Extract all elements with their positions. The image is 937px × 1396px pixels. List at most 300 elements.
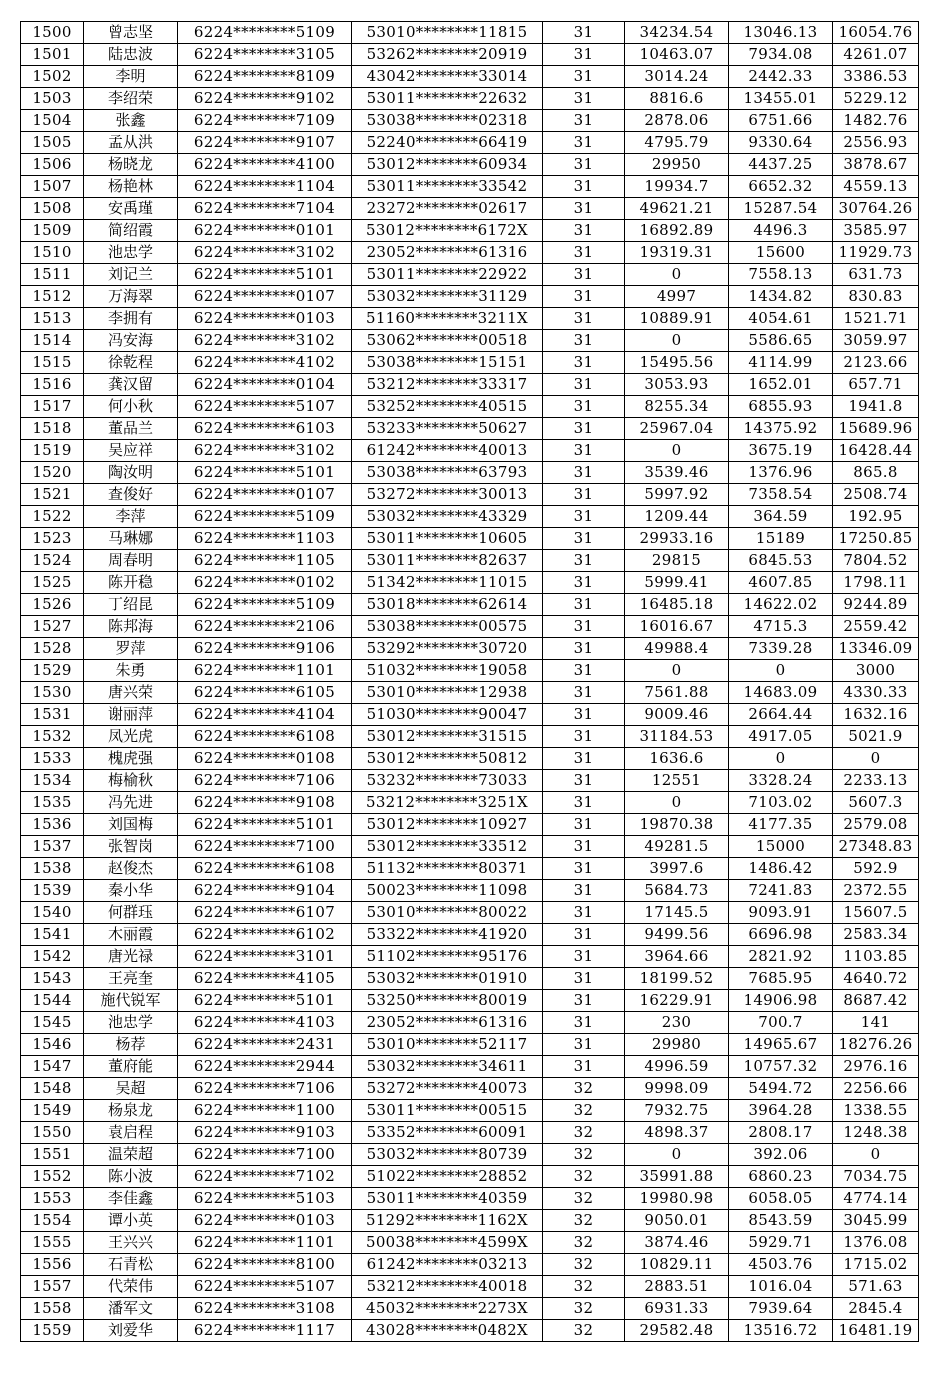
- amount-a-cell: 34234.54: [625, 22, 729, 44]
- id-number-cell: 53038********02318: [352, 110, 543, 132]
- id-number-cell: 53012********6172X: [352, 220, 543, 242]
- id-number-cell: 61242********40013: [352, 440, 543, 462]
- amount-a-cell: 31184.53: [625, 726, 729, 748]
- bank-card-cell: 6224********7100: [178, 1144, 352, 1166]
- amount-c-cell: 15689.96: [833, 418, 919, 440]
- amount-c-cell: 1798.11: [833, 572, 919, 594]
- bank-card-cell: 6224********2431: [178, 1034, 352, 1056]
- bank-card-cell: 6224********3101: [178, 946, 352, 968]
- id-number-cell: 53032********31129: [352, 286, 543, 308]
- bank-card-cell: 6224********3102: [178, 242, 352, 264]
- month-cell: 31: [543, 1056, 625, 1078]
- row-number-cell: 1546: [21, 1034, 84, 1056]
- table-row: [21, 396, 919, 418]
- name-cell: 杨晓龙: [84, 154, 178, 176]
- row-number-cell: 1533: [21, 748, 84, 770]
- table-row: [21, 176, 919, 198]
- amount-a-cell: 18199.52: [625, 968, 729, 990]
- name-cell: 王兴兴: [84, 1232, 178, 1254]
- row-number-cell: 1521: [21, 484, 84, 506]
- name-cell: 董品兰: [84, 418, 178, 440]
- table-row: [21, 528, 919, 550]
- bank-card-cell: 6224********7102: [178, 1166, 352, 1188]
- table-row: [21, 1012, 919, 1034]
- bank-card-cell: 6224********7106: [178, 770, 352, 792]
- amount-c-cell: 4330.33: [833, 682, 919, 704]
- amount-b-cell: 2664.44: [729, 704, 833, 726]
- id-number-cell: 23272********02617: [352, 198, 543, 220]
- amount-b-cell: 14965.67: [729, 1034, 833, 1056]
- amount-c-cell: 592.9: [833, 858, 919, 880]
- table-row: [21, 858, 919, 880]
- table-row: [21, 462, 919, 484]
- name-cell: 李明: [84, 66, 178, 88]
- amount-a-cell: 49988.4: [625, 638, 729, 660]
- name-cell: 吴应祥: [84, 440, 178, 462]
- bank-card-cell: 6224********1101: [178, 1232, 352, 1254]
- record-sheet: [20, 21, 919, 1342]
- amount-c-cell: 13346.09: [833, 638, 919, 660]
- amount-a-cell: 4898.37: [625, 1122, 729, 1144]
- bank-card-cell: 6224********7104: [178, 198, 352, 220]
- bank-card-cell: 6224********3102: [178, 330, 352, 352]
- id-number-cell: 51102********95176: [352, 946, 543, 968]
- amount-b-cell: 4503.76: [729, 1254, 833, 1276]
- amount-a-cell: 3539.46: [625, 462, 729, 484]
- amount-b-cell: 15189: [729, 528, 833, 550]
- bank-card-cell: 6224********7106: [178, 1078, 352, 1100]
- amount-a-cell: 17145.5: [625, 902, 729, 924]
- amount-c-cell: 1632.16: [833, 704, 919, 726]
- row-number-cell: 1542: [21, 946, 84, 968]
- bank-card-cell: 6224********7100: [178, 836, 352, 858]
- name-cell: 槐虎强: [84, 748, 178, 770]
- table-row: [21, 88, 919, 110]
- amount-c-cell: 1941.8: [833, 396, 919, 418]
- amount-b-cell: 364.59: [729, 506, 833, 528]
- amount-a-cell: 16485.18: [625, 594, 729, 616]
- bank-card-cell: 6224********8109: [178, 66, 352, 88]
- name-cell: 温荣超: [84, 1144, 178, 1166]
- amount-b-cell: 15000: [729, 836, 833, 858]
- id-number-cell: 51030********90047: [352, 704, 543, 726]
- amount-a-cell: 3997.6: [625, 858, 729, 880]
- name-cell: 张智岗: [84, 836, 178, 858]
- table-row: [21, 660, 919, 682]
- month-cell: 32: [543, 1254, 625, 1276]
- row-number-cell: 1548: [21, 1078, 84, 1100]
- row-number-cell: 1504: [21, 110, 84, 132]
- table-row: [21, 1034, 919, 1056]
- amount-c-cell: 2583.34: [833, 924, 919, 946]
- id-number-cell: 53012********50812: [352, 748, 543, 770]
- month-cell: 31: [543, 880, 625, 902]
- amount-c-cell: 4261.07: [833, 44, 919, 66]
- table-row: [21, 550, 919, 572]
- amount-c-cell: 2233.13: [833, 770, 919, 792]
- amount-c-cell: 9244.89: [833, 594, 919, 616]
- amount-c-cell: 3386.53: [833, 66, 919, 88]
- amount-a-cell: 16892.89: [625, 220, 729, 242]
- amount-b-cell: 7939.64: [729, 1298, 833, 1320]
- amount-c-cell: 2508.74: [833, 484, 919, 506]
- amount-b-cell: 7934.08: [729, 44, 833, 66]
- amount-c-cell: 8687.42: [833, 990, 919, 1012]
- amount-b-cell: 14683.09: [729, 682, 833, 704]
- name-cell: 查俊好: [84, 484, 178, 506]
- name-cell: 何小秋: [84, 396, 178, 418]
- month-cell: 31: [543, 352, 625, 374]
- bank-card-cell: 6224********0107: [178, 484, 352, 506]
- row-number-cell: 1552: [21, 1166, 84, 1188]
- id-number-cell: 53032********01910: [352, 968, 543, 990]
- row-number-cell: 1523: [21, 528, 84, 550]
- bank-card-cell: 6224********0103: [178, 308, 352, 330]
- row-number-cell: 1529: [21, 660, 84, 682]
- row-number-cell: 1502: [21, 66, 84, 88]
- month-cell: 31: [543, 704, 625, 726]
- bank-card-cell: 6224********6105: [178, 682, 352, 704]
- amount-a-cell: 4795.79: [625, 132, 729, 154]
- table-row: [21, 946, 919, 968]
- row-number-cell: 1559: [21, 1320, 84, 1342]
- amount-b-cell: 6751.66: [729, 110, 833, 132]
- amount-a-cell: 0: [625, 330, 729, 352]
- amount-c-cell: 2123.66: [833, 352, 919, 374]
- id-number-cell: 50023********11098: [352, 880, 543, 902]
- name-cell: 董府能: [84, 1056, 178, 1078]
- month-cell: 31: [543, 748, 625, 770]
- row-number-cell: 1534: [21, 770, 84, 792]
- id-number-cell: 53250********80019: [352, 990, 543, 1012]
- name-cell: 秦小华: [84, 880, 178, 902]
- row-number-cell: 1507: [21, 176, 84, 198]
- month-cell: 31: [543, 902, 625, 924]
- amount-b-cell: 9330.64: [729, 132, 833, 154]
- row-number-cell: 1558: [21, 1298, 84, 1320]
- amount-b-cell: 6696.98: [729, 924, 833, 946]
- month-cell: 31: [543, 396, 625, 418]
- name-cell: 徐乾程: [84, 352, 178, 374]
- table-row: [21, 1232, 919, 1254]
- id-number-cell: 53292********30720: [352, 638, 543, 660]
- row-number-cell: 1513: [21, 308, 84, 330]
- amount-b-cell: 9093.91: [729, 902, 833, 924]
- id-number-cell: 53062********00518: [352, 330, 543, 352]
- amount-b-cell: 6058.05: [729, 1188, 833, 1210]
- bank-card-cell: 6224********9108: [178, 792, 352, 814]
- table-row: [21, 814, 919, 836]
- amount-a-cell: 15495.56: [625, 352, 729, 374]
- row-number-cell: 1519: [21, 440, 84, 462]
- bank-card-cell: 6224********5109: [178, 506, 352, 528]
- name-cell: 李拥有: [84, 308, 178, 330]
- name-cell: 罗萍: [84, 638, 178, 660]
- month-cell: 31: [543, 22, 625, 44]
- row-number-cell: 1557: [21, 1276, 84, 1298]
- amount-c-cell: 2559.42: [833, 616, 919, 638]
- id-number-cell: 53322********41920: [352, 924, 543, 946]
- id-number-cell: 53212********40018: [352, 1276, 543, 1298]
- month-cell: 31: [543, 528, 625, 550]
- month-cell: 31: [543, 660, 625, 682]
- id-number-cell: 53012********60934: [352, 154, 543, 176]
- name-cell: 吴超: [84, 1078, 178, 1100]
- name-cell: 李绍荣: [84, 88, 178, 110]
- amount-b-cell: 4177.35: [729, 814, 833, 836]
- amount-a-cell: 19980.98: [625, 1188, 729, 1210]
- id-number-cell: 53011********82637: [352, 550, 543, 572]
- month-cell: 31: [543, 836, 625, 858]
- bank-card-cell: 6224********3105: [178, 44, 352, 66]
- id-number-cell: 53032********80739: [352, 1144, 543, 1166]
- amount-a-cell: 3874.46: [625, 1232, 729, 1254]
- amount-b-cell: 0: [729, 748, 833, 770]
- bank-card-cell: 6224********6108: [178, 858, 352, 880]
- amount-b-cell: 7358.54: [729, 484, 833, 506]
- table-row: [21, 198, 919, 220]
- row-number-cell: 1547: [21, 1056, 84, 1078]
- bank-card-cell: 6224********6103: [178, 418, 352, 440]
- bank-card-cell: 6224********4102: [178, 352, 352, 374]
- records-table: [20, 21, 919, 1342]
- month-cell: 31: [543, 286, 625, 308]
- name-cell: 简绍霞: [84, 220, 178, 242]
- amount-a-cell: 4997: [625, 286, 729, 308]
- name-cell: 龚汉留: [84, 374, 178, 396]
- row-number-cell: 1514: [21, 330, 84, 352]
- month-cell: 31: [543, 1012, 625, 1034]
- amount-b-cell: 14622.02: [729, 594, 833, 616]
- month-cell: 31: [543, 88, 625, 110]
- id-number-cell: 23052********61316: [352, 1012, 543, 1034]
- table-row: [21, 286, 919, 308]
- amount-a-cell: 16016.67: [625, 616, 729, 638]
- amount-c-cell: 1521.71: [833, 308, 919, 330]
- bank-card-cell: 6224********3108: [178, 1298, 352, 1320]
- bank-card-cell: 6224********0103: [178, 1210, 352, 1232]
- amount-c-cell: 0: [833, 748, 919, 770]
- amount-b-cell: 5586.65: [729, 330, 833, 352]
- month-cell: 32: [543, 1210, 625, 1232]
- month-cell: 31: [543, 462, 625, 484]
- month-cell: 31: [543, 110, 625, 132]
- table-row: [21, 154, 919, 176]
- table-row: [21, 1188, 919, 1210]
- month-cell: 31: [543, 638, 625, 660]
- amount-b-cell: 1486.42: [729, 858, 833, 880]
- name-cell: 朱勇: [84, 660, 178, 682]
- amount-c-cell: 1715.02: [833, 1254, 919, 1276]
- row-number-cell: 1535: [21, 792, 84, 814]
- month-cell: 31: [543, 308, 625, 330]
- bank-card-cell: 6224********9102: [178, 88, 352, 110]
- id-number-cell: 53032********34611: [352, 1056, 543, 1078]
- amount-a-cell: 0: [625, 1144, 729, 1166]
- amount-c-cell: 830.83: [833, 286, 919, 308]
- amount-c-cell: 1103.85: [833, 946, 919, 968]
- amount-c-cell: 192.95: [833, 506, 919, 528]
- month-cell: 31: [543, 572, 625, 594]
- id-number-cell: 53011********40359: [352, 1188, 543, 1210]
- row-number-cell: 1524: [21, 550, 84, 572]
- id-number-cell: 53010********12938: [352, 682, 543, 704]
- amount-b-cell: 14375.92: [729, 418, 833, 440]
- month-cell: 31: [543, 330, 625, 352]
- amount-a-cell: 4996.59: [625, 1056, 729, 1078]
- amount-b-cell: 1376.96: [729, 462, 833, 484]
- row-number-cell: 1522: [21, 506, 84, 528]
- table-row: [21, 616, 919, 638]
- amount-c-cell: 571.63: [833, 1276, 919, 1298]
- row-number-cell: 1528: [21, 638, 84, 660]
- row-number-cell: 1512: [21, 286, 84, 308]
- amount-a-cell: 1636.6: [625, 748, 729, 770]
- bank-card-cell: 6224********4105: [178, 968, 352, 990]
- id-number-cell: 53272********30013: [352, 484, 543, 506]
- month-cell: 32: [543, 1166, 625, 1188]
- bank-card-cell: 6224********1105: [178, 550, 352, 572]
- amount-c-cell: 3878.67: [833, 154, 919, 176]
- row-number-cell: 1545: [21, 1012, 84, 1034]
- table-row: [21, 1210, 919, 1232]
- amount-a-cell: 29950: [625, 154, 729, 176]
- amount-a-cell: 19870.38: [625, 814, 729, 836]
- bank-card-cell: 6224********0107: [178, 286, 352, 308]
- amount-a-cell: 29815: [625, 550, 729, 572]
- table-row: [21, 638, 919, 660]
- amount-b-cell: 14906.98: [729, 990, 833, 1012]
- name-cell: 刘国梅: [84, 814, 178, 836]
- amount-b-cell: 15287.54: [729, 198, 833, 220]
- name-cell: 张鑫: [84, 110, 178, 132]
- id-number-cell: 53038********00575: [352, 616, 543, 638]
- bank-card-cell: 6224********5109: [178, 22, 352, 44]
- amount-c-cell: 30764.26: [833, 198, 919, 220]
- month-cell: 32: [543, 1320, 625, 1342]
- month-cell: 31: [543, 242, 625, 264]
- id-number-cell: 53233********50627: [352, 418, 543, 440]
- amount-b-cell: 4114.99: [729, 352, 833, 374]
- id-number-cell: 43028********0482X: [352, 1320, 543, 1342]
- month-cell: 32: [543, 1144, 625, 1166]
- name-cell: 池忠学: [84, 1012, 178, 1034]
- table-row: [21, 352, 919, 374]
- row-number-cell: 1554: [21, 1210, 84, 1232]
- table-row: [21, 308, 919, 330]
- name-cell: 陆忠波: [84, 44, 178, 66]
- amount-c-cell: 5021.9: [833, 726, 919, 748]
- amount-b-cell: 7339.28: [729, 638, 833, 660]
- month-cell: 31: [543, 594, 625, 616]
- amount-b-cell: 392.06: [729, 1144, 833, 1166]
- bank-card-cell: 6224********1100: [178, 1100, 352, 1122]
- bank-card-cell: 6224********0102: [178, 572, 352, 594]
- table-row: [21, 1144, 919, 1166]
- month-cell: 31: [543, 858, 625, 880]
- amount-c-cell: 5607.3: [833, 792, 919, 814]
- amount-b-cell: 5929.71: [729, 1232, 833, 1254]
- amount-c-cell: 2372.55: [833, 880, 919, 902]
- id-number-cell: 45032********2273X: [352, 1298, 543, 1320]
- amount-b-cell: 4437.25: [729, 154, 833, 176]
- amount-c-cell: 4774.14: [833, 1188, 919, 1210]
- table-row: [21, 704, 919, 726]
- month-cell: 31: [543, 616, 625, 638]
- amount-c-cell: 16054.76: [833, 22, 919, 44]
- row-number-cell: 1532: [21, 726, 84, 748]
- amount-c-cell: 17250.85: [833, 528, 919, 550]
- month-cell: 31: [543, 154, 625, 176]
- amount-b-cell: 10757.32: [729, 1056, 833, 1078]
- amount-c-cell: 2556.93: [833, 132, 919, 154]
- table-row: [21, 506, 919, 528]
- amount-b-cell: 6652.32: [729, 176, 833, 198]
- amount-a-cell: 0: [625, 440, 729, 462]
- row-number-cell: 1555: [21, 1232, 84, 1254]
- month-cell: 32: [543, 1232, 625, 1254]
- id-number-cell: 51342********11015: [352, 572, 543, 594]
- id-number-cell: 23052********61316: [352, 242, 543, 264]
- row-number-cell: 1551: [21, 1144, 84, 1166]
- table-row: [21, 572, 919, 594]
- amount-c-cell: 27348.83: [833, 836, 919, 858]
- row-number-cell: 1511: [21, 264, 84, 286]
- amount-a-cell: 7932.75: [625, 1100, 729, 1122]
- amount-b-cell: 3675.19: [729, 440, 833, 462]
- month-cell: 31: [543, 968, 625, 990]
- amount-a-cell: 0: [625, 264, 729, 286]
- amount-c-cell: 1338.55: [833, 1100, 919, 1122]
- amount-b-cell: 15600: [729, 242, 833, 264]
- amount-b-cell: 4715.3: [729, 616, 833, 638]
- id-number-cell: 53011********22922: [352, 264, 543, 286]
- row-number-cell: 1503: [21, 88, 84, 110]
- bank-card-cell: 6224********5103: [178, 1188, 352, 1210]
- table-row: [21, 220, 919, 242]
- amount-c-cell: 4559.13: [833, 176, 919, 198]
- row-number-cell: 1556: [21, 1254, 84, 1276]
- table-row: [21, 242, 919, 264]
- month-cell: 31: [543, 176, 625, 198]
- month-cell: 31: [543, 770, 625, 792]
- row-number-cell: 1520: [21, 462, 84, 484]
- amount-c-cell: 0: [833, 1144, 919, 1166]
- month-cell: 31: [543, 506, 625, 528]
- amount-c-cell: 16481.19: [833, 1320, 919, 1342]
- id-number-cell: 53352********60091: [352, 1122, 543, 1144]
- name-cell: 李佳鑫: [84, 1188, 178, 1210]
- name-cell: 施代锐军: [84, 990, 178, 1012]
- table-row: [21, 594, 919, 616]
- amount-b-cell: 6845.53: [729, 550, 833, 572]
- month-cell: 31: [543, 132, 625, 154]
- bank-card-cell: 6224********5109: [178, 594, 352, 616]
- table-row: [21, 1122, 919, 1144]
- amount-c-cell: 1376.08: [833, 1232, 919, 1254]
- table-row: [21, 902, 919, 924]
- amount-c-cell: 1248.38: [833, 1122, 919, 1144]
- amount-b-cell: 0: [729, 660, 833, 682]
- month-cell: 31: [543, 946, 625, 968]
- amount-b-cell: 8543.59: [729, 1210, 833, 1232]
- month-cell: 31: [543, 792, 625, 814]
- bank-card-cell: 6224********1117: [178, 1320, 352, 1342]
- table-row: [21, 1166, 919, 1188]
- month-cell: 31: [543, 682, 625, 704]
- amount-c-cell: 865.8: [833, 462, 919, 484]
- amount-b-cell: 13046.13: [729, 22, 833, 44]
